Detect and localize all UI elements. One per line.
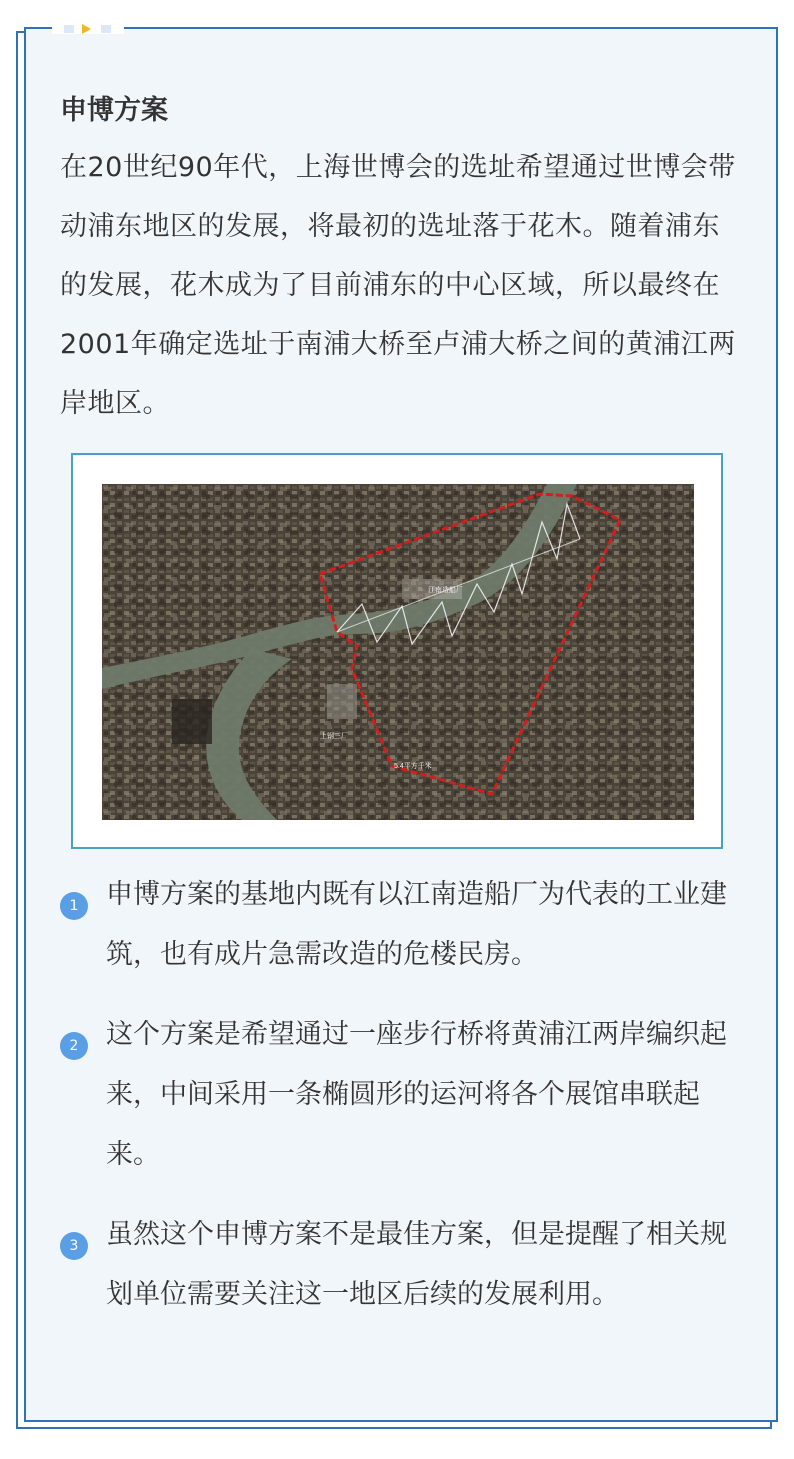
list-item-text: 虽然这个申博方案不是最佳方案，但是提醒了相关规划单位需要关注这一地区后续的发展利用。 [106,1219,727,1310]
list-item-text: 申博方案的基地内既有以江南造船厂为代表的工业建筑，也有成片急需改造的危楼民房。 [106,879,727,970]
tab-square-icon [101,25,111,33]
play-arrow-icon [82,24,91,34]
number-badge: 2 [60,1032,88,1060]
map-label-area: 5.4平方千米 [394,763,432,770]
map-image-frame [71,453,723,849]
list-item-text: 这个方案是希望通过一座步行桥将黄浦江两岸编织起来，中间采用一条椭圆形的运河将各个展馆串联起来。 [106,1019,727,1170]
number-badge: 3 [60,1232,88,1260]
map-label-steel: 上钢三厂 [320,733,348,740]
section-title: 申博方案 [60,95,168,126]
satellite-map-image [102,484,694,820]
number-badge: 1 [60,892,88,920]
tab-square-icon [64,25,74,33]
map-label-shipyard: 江南造船厂 [428,587,463,594]
intro-paragraph: 在20世纪90年代，上海世博会的选址希望通过世博会带动浦东地区的发展，将最初的选址落于花木。随着浦东的发展，花木成为了目前浦东的中心区域，所以最终在2001年确定选址于南浦大桥至卢浦大桥之间的黄浦江两岸地区。 [60,152,736,419]
